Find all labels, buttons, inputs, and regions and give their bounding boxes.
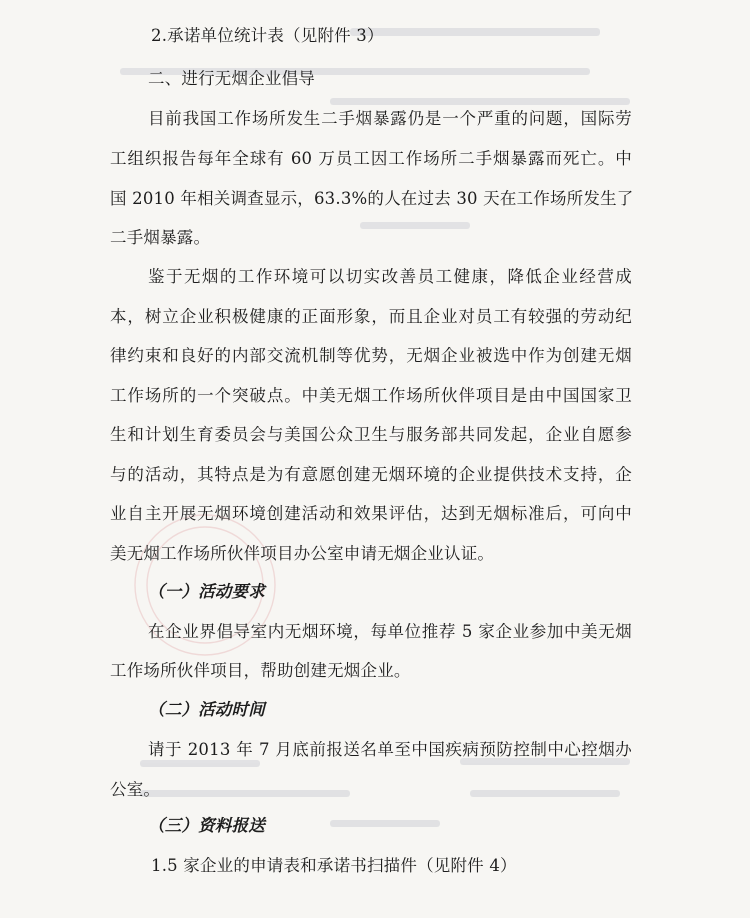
paragraph-1-line-4: 二手烟暴露。 bbox=[110, 228, 211, 247]
paragraph-2-line-3: 律约束和良好的内部交流机制等优势，无烟企业被选中作为创建无烟 bbox=[110, 346, 632, 365]
subheading-material-submission: （三）资料报送 bbox=[148, 816, 265, 835]
paragraph-2-line-2: 本，树立企业积极健康的正面形象，而且企业对员工有较强的劳动纪 bbox=[110, 307, 632, 326]
paragraph-2-line-4: 工作场所的一个突破点。中美无烟工作场所伙伴项目是由中国国家卫 bbox=[110, 386, 632, 405]
paragraph-4-line-1: 请于 2013 年 7 月底前报送名单至中国疾病预防控制中心控烟办 bbox=[148, 740, 632, 759]
attachment-item-4: 1.5 家企业的申请表和承诺书扫描件（见附件 4） bbox=[151, 856, 517, 875]
paragraph-2-line-6: 与的活动，其特点是为有意愿创建无烟环境的企业提供技术支持，企 bbox=[110, 465, 632, 484]
attachment-item-3: 2.承诺单位统计表（见附件 3） bbox=[151, 26, 384, 45]
paragraph-2-line-7: 业自主开展无烟环境创建活动和效果评估，达到无烟标准后，可向中 bbox=[110, 504, 632, 523]
section-heading-2: 二、进行无烟企业倡导 bbox=[148, 69, 315, 88]
paragraph-3-line-2: 工作场所伙伴项目，帮助创建无烟企业。 bbox=[110, 661, 411, 680]
paragraph-2-line-8: 美无烟工作场所伙伴项目办公室申请无烟企业认证。 bbox=[110, 544, 495, 563]
paragraph-1-line-2: 工组织报告每年全球有 60 万员工因工作场所二手烟暴露而死亡。中 bbox=[110, 149, 632, 168]
paragraph-1-line-3: 国 2010 年相关调查显示，63.3%的人在过去 30 天在工作场所发生了 bbox=[110, 189, 634, 208]
paragraph-4-line-2: 公室。 bbox=[110, 780, 161, 799]
paragraph-3-line-1: 在企业界倡导室内无烟环境，每单位推荐 5 家企业参加中美无烟 bbox=[148, 622, 632, 641]
subheading-activity-time: （二）活动时间 bbox=[148, 700, 265, 719]
subheading-activity-requirements: （一）活动要求 bbox=[148, 582, 265, 601]
paragraph-2-line-1: 鉴于无烟的工作环境可以切实改善员工健康，降低企业经营成 bbox=[148, 267, 632, 286]
paragraph-1-line-1: 目前我国工作场所发生二手烟暴露仍是一个严重的问题，国际劳 bbox=[148, 109, 632, 128]
paragraph-2-line-5: 生和计划生育委员会与美国公众卫生与服务部共同发起，企业自愿参 bbox=[110, 425, 632, 444]
